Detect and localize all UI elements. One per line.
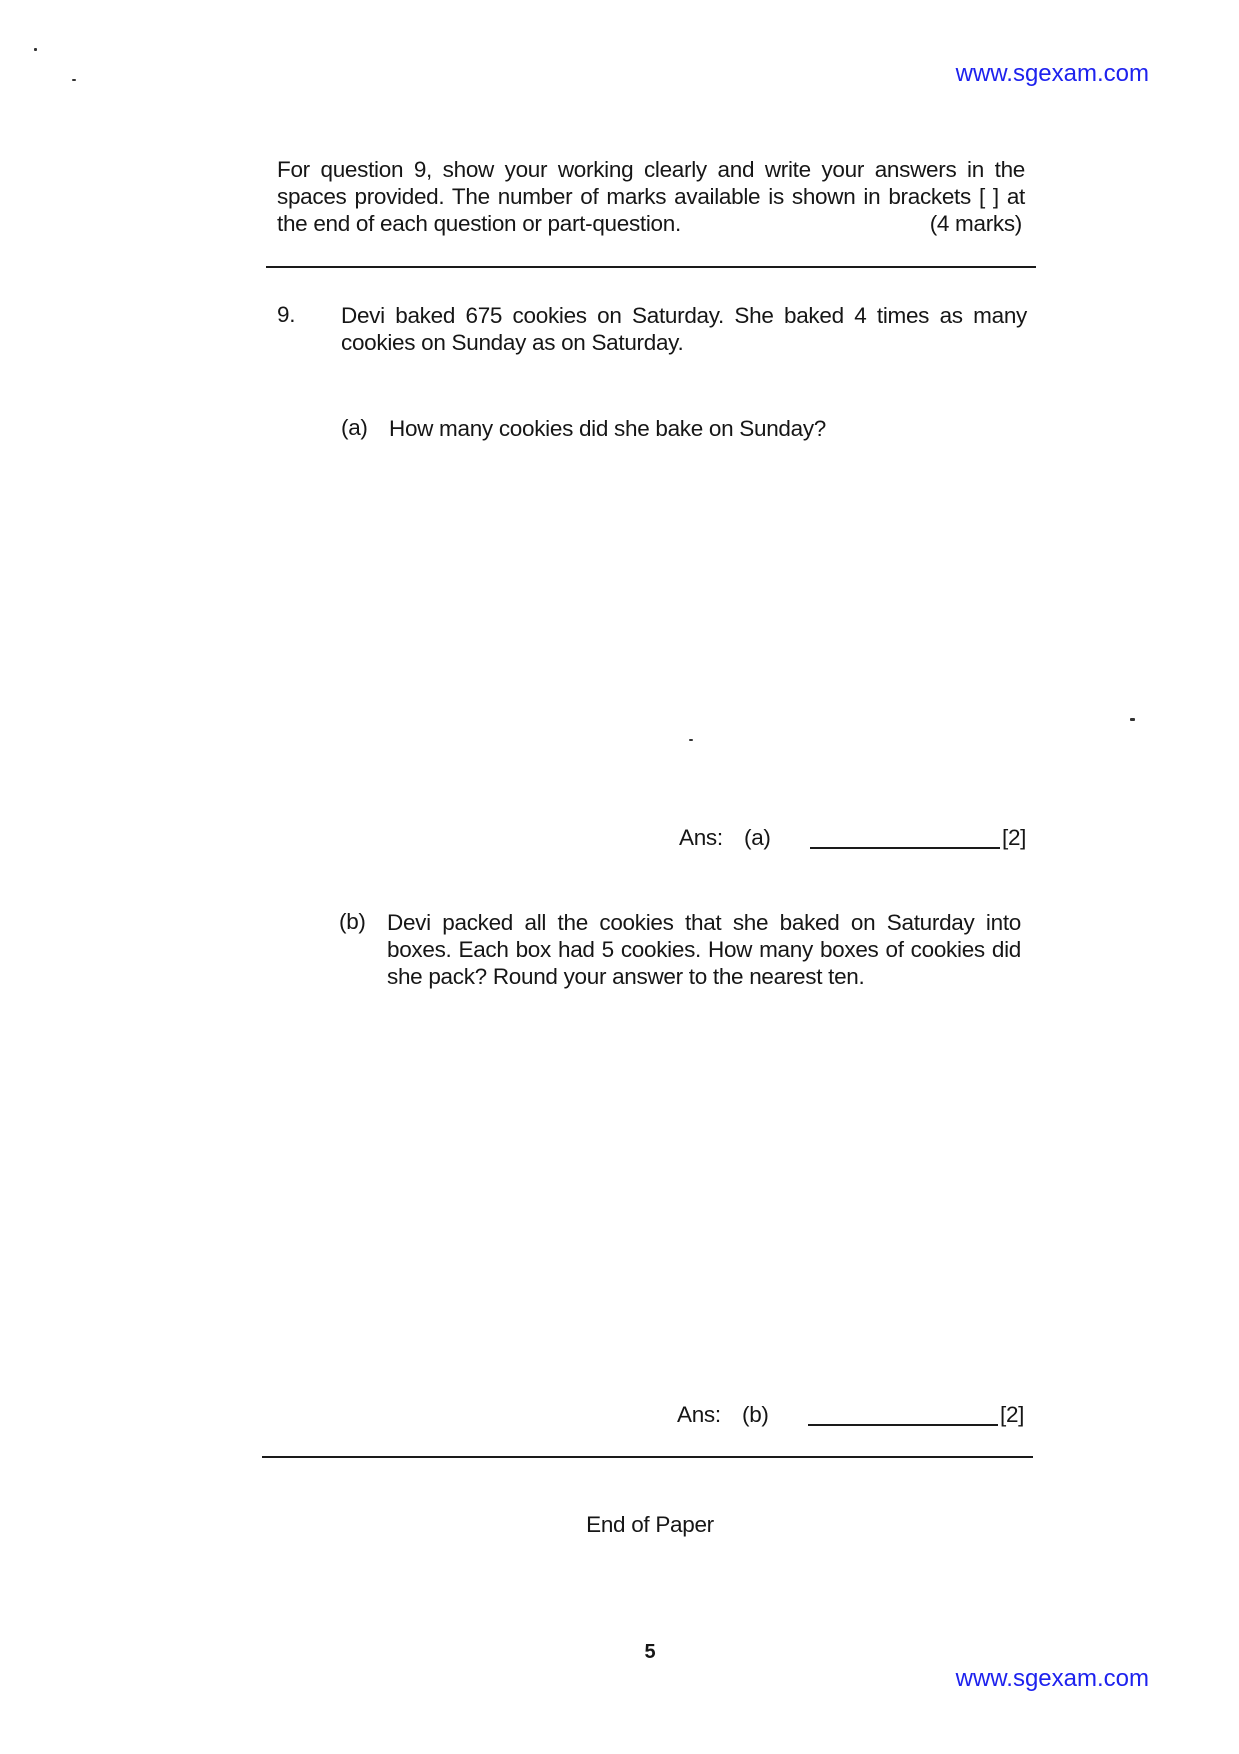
scan-speck xyxy=(34,48,37,51)
ans-label: Ans: xyxy=(679,825,723,850)
section-divider-bottom xyxy=(262,1456,1033,1458)
ans-label: Ans: xyxy=(677,1402,721,1427)
part-a-text: How many cookies did she bake on Sunday? xyxy=(389,416,827,441)
question-stem: Devi baked 675 cookies on Saturday. She baked 4 times as many cookies on Sunday as on Saturday. xyxy=(341,303,1027,355)
instructions-last-line xyxy=(277,210,1025,237)
ans-part-label: (b) xyxy=(742,1402,769,1427)
answer-blank-b[interactable] xyxy=(808,1402,998,1426)
answer-blank-a[interactable] xyxy=(810,825,1000,849)
instructions-text: For question 9, show your working clearly and write your answers in the spaces provided. The number of marks available is shown in brackets [ ] at xyxy=(277,157,1025,209)
watermark-bottom: www.sgexam.com xyxy=(955,1665,1149,1692)
answer-row-a xyxy=(679,825,1026,851)
watermark-top: www.sgexam.com xyxy=(955,60,1149,87)
part-a-label: (a) xyxy=(341,415,368,440)
answer-row-b xyxy=(677,1402,1024,1428)
part-b-label: (b) xyxy=(339,909,366,934)
page-number: 5 xyxy=(644,1641,656,1663)
scan-speck xyxy=(1130,718,1135,721)
question-number: 9. xyxy=(277,302,296,327)
scan-speck xyxy=(689,739,693,741)
part-b-marks: [2] xyxy=(1000,1402,1025,1427)
ans-part-label: (a) xyxy=(744,825,771,850)
section-divider-top xyxy=(266,266,1036,268)
part-b-text: Devi packed all the cookies that she baked on Saturday into boxes. Each box had 5 cookies. How many boxes of cookies did she pack? Round your answer to the nearest ten. xyxy=(387,910,1021,989)
end-of-paper: End of Paper xyxy=(586,1512,714,1537)
instructions-last-text: the end of each question or part-question. xyxy=(277,211,681,236)
total-marks: (4 marks) xyxy=(929,211,1022,236)
part-a-marks: [2] xyxy=(1002,825,1027,850)
scan-speck xyxy=(72,79,76,81)
instructions-block xyxy=(277,156,1025,237)
